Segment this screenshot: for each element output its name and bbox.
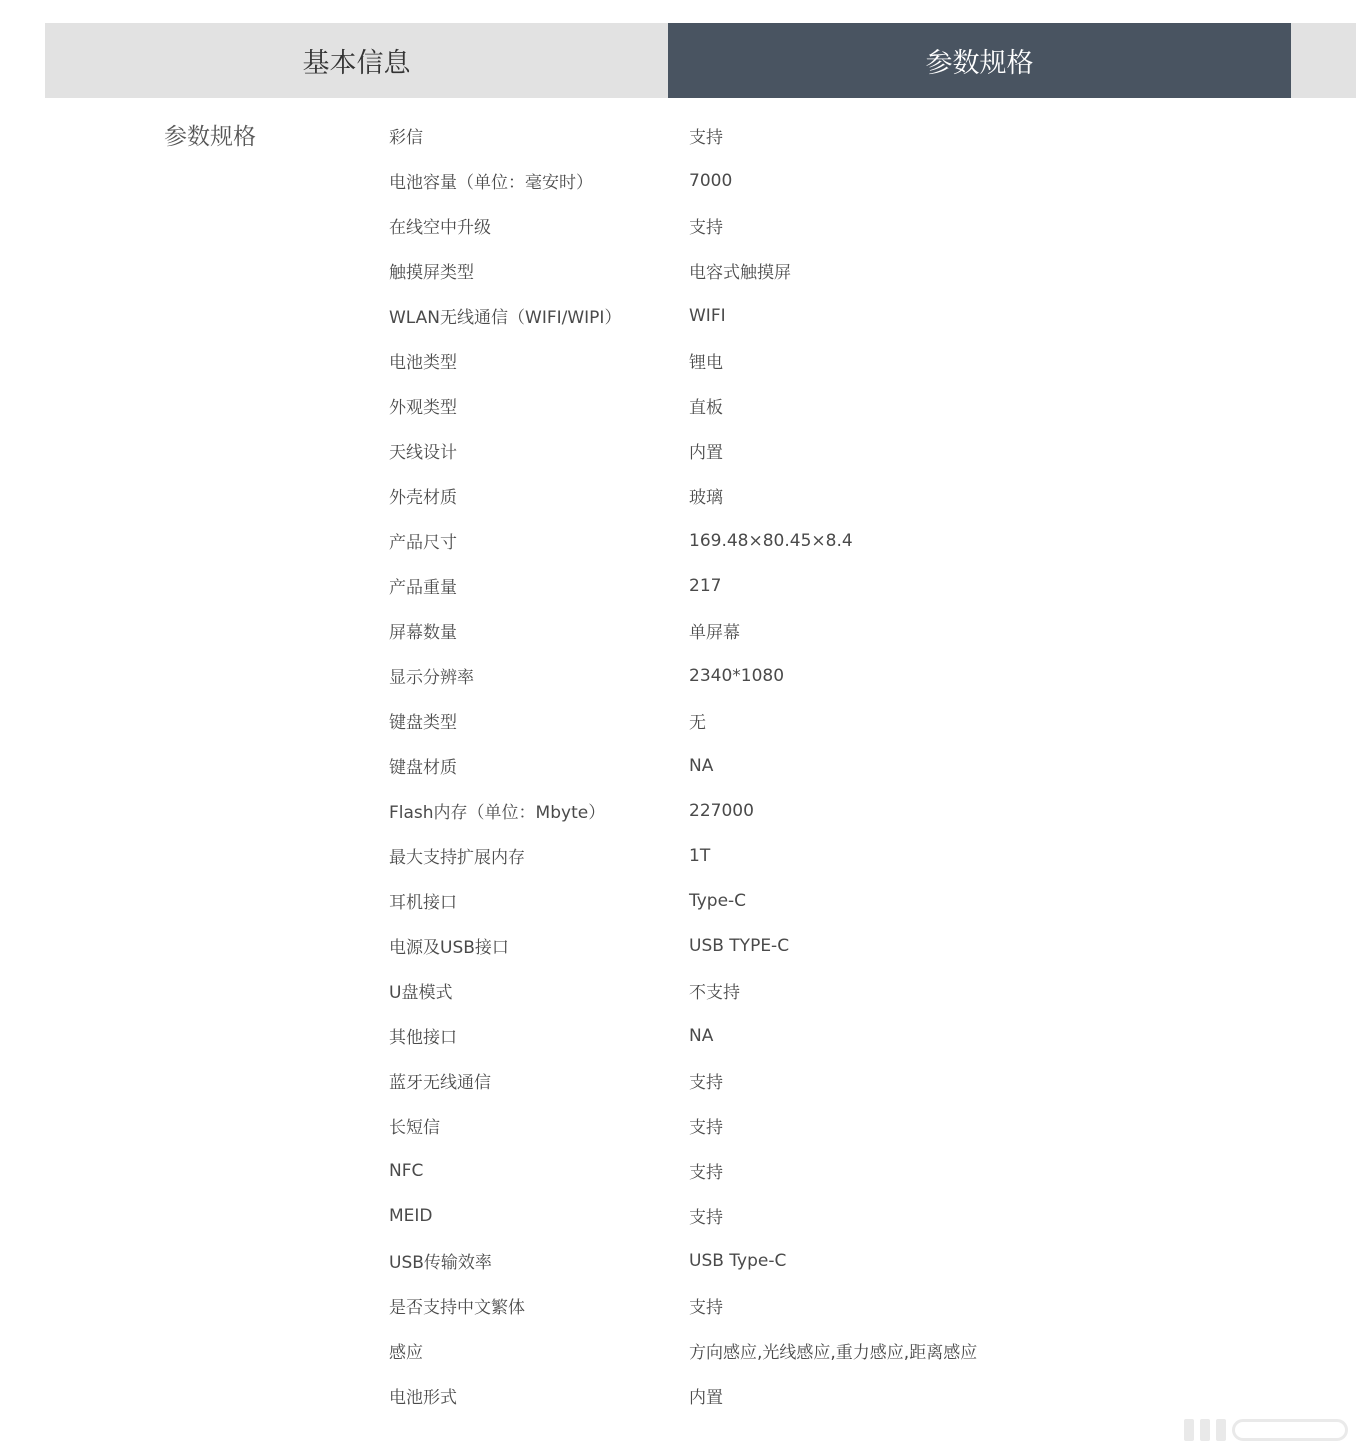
- spec-key: USB传输效率: [389, 1253, 492, 1273]
- spec-key: 最大支持扩展内存: [389, 848, 525, 868]
- spec-value: 227000: [689, 800, 754, 821]
- spec-row: [389, 1283, 1289, 1328]
- spec-row: [389, 1328, 1289, 1373]
- spec-value: 内置: [689, 1388, 723, 1408]
- spec-key: 耳机接口: [389, 893, 457, 913]
- spec-value: 不支持: [689, 983, 740, 1003]
- spec-value: 电容式触摸屏: [689, 263, 791, 283]
- watermark-logo: [1184, 1419, 1348, 1441]
- spec-row: [389, 1148, 1289, 1193]
- spec-key: 产品重量: [389, 578, 457, 598]
- spec-value: NA: [689, 1025, 714, 1046]
- spec-value: 支持: [689, 1208, 723, 1228]
- spec-value: 1T: [689, 845, 711, 866]
- spec-row: [389, 383, 1289, 428]
- spec-key: 触摸屏类型: [389, 263, 474, 283]
- spec-row: [389, 1058, 1289, 1103]
- spec-row: [389, 1193, 1289, 1238]
- spec-key: 屏幕数量: [389, 623, 457, 643]
- spec-row: [389, 653, 1289, 698]
- spec-key: WLAN无线通信（WIFI/WIPI）: [389, 308, 622, 328]
- spec-row: [389, 338, 1289, 383]
- spec-key: 是否支持中文繁体: [389, 1298, 525, 1318]
- spec-value: 无: [689, 713, 706, 733]
- spec-key: 外壳材质: [389, 488, 457, 508]
- spec-value: 玻璃: [689, 488, 723, 508]
- spec-value: 7000: [689, 170, 733, 191]
- spec-key: 感应: [389, 1343, 423, 1363]
- spec-row: [389, 1373, 1289, 1418]
- spec-row: [389, 563, 1289, 608]
- spec-value: USB TYPE-C: [689, 935, 790, 956]
- spec-row: [389, 923, 1289, 968]
- spec-value: 方向感应,光线感应,重力感应,距离感应: [689, 1343, 978, 1363]
- spec-row: [389, 473, 1289, 518]
- spec-value: 支持: [689, 218, 723, 238]
- section-title: 参数规格: [164, 124, 256, 150]
- spec-row: [389, 833, 1289, 878]
- spec-key: 电池容量（单位：毫安时）: [389, 173, 593, 193]
- spec-key: 天线设计: [389, 443, 457, 463]
- spec-key: 在线空中升级: [389, 218, 491, 238]
- spec-key: 长短信: [389, 1118, 440, 1138]
- spec-key: 产品尺寸: [389, 533, 457, 553]
- tab-basic-info[interactable]: 基本信息: [302, 48, 411, 79]
- spec-key: 键盘材质: [389, 758, 457, 778]
- spec-key: Flash内存（单位：Mbyte）: [389, 803, 606, 823]
- spec-value: USB Type-C: [689, 1250, 787, 1271]
- spec-row: [389, 518, 1289, 563]
- spec-row: [389, 1103, 1289, 1148]
- spec-key: MEID: [389, 1205, 433, 1226]
- spec-row: [389, 1238, 1289, 1283]
- spec-list: [389, 113, 1289, 1418]
- spec-key: 电源及USB接口: [389, 938, 509, 958]
- spec-key: NFC: [389, 1160, 424, 1181]
- spec-row: [389, 608, 1289, 653]
- spec-row: [389, 1013, 1289, 1058]
- tab-bar: [45, 23, 1356, 98]
- spec-row: [389, 113, 1289, 158]
- spec-row: [389, 293, 1289, 338]
- spec-key: 其他接口: [389, 1028, 457, 1048]
- spec-key: 电池类型: [389, 353, 457, 373]
- spec-value: 支持: [689, 128, 723, 148]
- spec-row: [389, 743, 1289, 788]
- spec-value: 支持: [689, 1118, 723, 1138]
- spec-key: 显示分辨率: [389, 668, 474, 688]
- spec-value: 支持: [689, 1298, 723, 1318]
- spec-row: [389, 203, 1289, 248]
- spec-value: 169.48×80.45×8.4: [689, 530, 853, 551]
- spec-value: 直板: [689, 398, 723, 418]
- spec-value: 2340*1080: [689, 665, 785, 686]
- spec-row: [389, 248, 1289, 293]
- spec-row: [389, 158, 1289, 203]
- spec-key: 彩信: [389, 128, 423, 148]
- spec-row: [389, 428, 1289, 473]
- spec-key: 外观类型: [389, 398, 457, 418]
- spec-value: NA: [689, 755, 714, 776]
- spec-value: 支持: [689, 1163, 723, 1183]
- spec-value: 单屏幕: [689, 623, 740, 643]
- tab-specs[interactable]: 参数规格: [668, 23, 1291, 98]
- spec-value: 内置: [689, 443, 723, 463]
- spec-row: [389, 698, 1289, 743]
- spec-value: 锂电: [689, 353, 723, 373]
- spec-row: [389, 878, 1289, 923]
- spec-row: [389, 968, 1289, 1013]
- spec-key: 电池形式: [389, 1388, 457, 1408]
- spec-key: U盘模式: [389, 983, 453, 1003]
- spec-key: 蓝牙无线通信: [389, 1073, 491, 1093]
- spec-value: WIFI: [689, 305, 726, 326]
- spec-row: [389, 788, 1289, 833]
- spec-value: Type-C: [689, 890, 747, 911]
- spec-key: 键盘类型: [389, 713, 457, 733]
- spec-value: 支持: [689, 1073, 723, 1093]
- spec-value: 217: [689, 575, 722, 596]
